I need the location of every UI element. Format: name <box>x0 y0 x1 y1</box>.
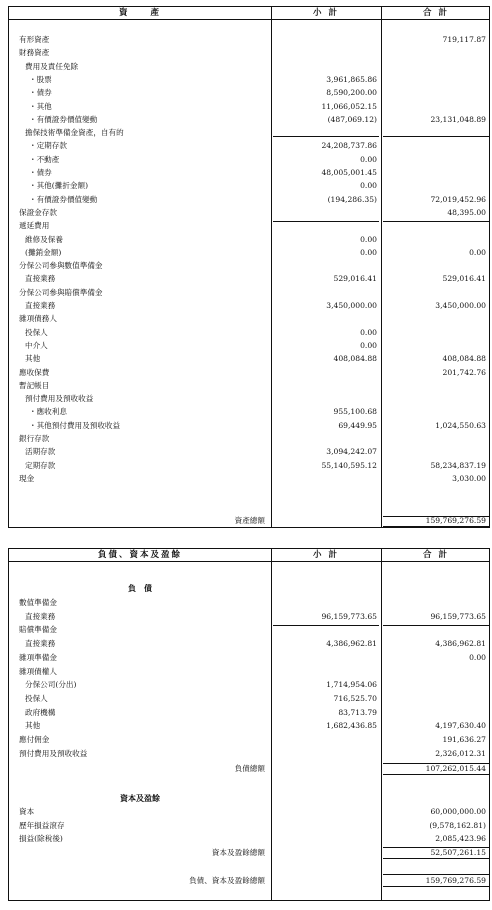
row-total: 191,636.27 <box>442 735 486 744</box>
table-row <box>9 367 489 379</box>
liabilities-header-label: 負債、資本及盈餘 <box>97 550 182 560</box>
row-total: (9,578,162.81) <box>429 820 486 830</box>
liabilities-section-title: 負 債 <box>128 583 152 593</box>
row-label: 損益(除稅後) <box>19 834 63 843</box>
assets-header-subtotal: 小 計 <box>313 8 339 18</box>
table-row <box>9 734 489 746</box>
row-total <box>383 380 486 392</box>
row-subtotal: 0.00 <box>360 340 377 350</box>
table-row <box>9 127 489 139</box>
row-label: ・不動產 <box>29 154 60 164</box>
row-total: 529,016.41 <box>442 274 486 284</box>
row-label: 分保公司參與賠償準備金 <box>19 287 103 297</box>
row-total <box>383 597 486 609</box>
row-label: 雜項債權人 <box>19 666 57 676</box>
row-subtotal <box>273 260 377 272</box>
table-row <box>9 340 489 352</box>
row-total: 72,019,452.96 <box>430 194 486 204</box>
row-subtotal: 529,016.41 <box>333 274 377 284</box>
row-subtotal: 24,208,737.86 <box>321 141 377 151</box>
row-label: 歷年損益滾存 <box>19 820 65 830</box>
row-label: ・債券 <box>29 88 52 98</box>
liabilities-header-subtotal: 小 計 <box>313 550 339 560</box>
row-subtotal <box>273 207 377 219</box>
row-label: 現金 <box>19 473 35 483</box>
row-subtotal: (487,069.12) <box>327 114 377 124</box>
table-row <box>9 473 489 485</box>
row-subtotal <box>273 820 377 832</box>
row-subtotal: 1,682,436.85 <box>326 721 377 731</box>
row-subtotal: 4,386,962.81 <box>326 639 377 649</box>
row-label: 應付佣金 <box>19 735 50 744</box>
table-row <box>9 652 489 664</box>
row-total <box>383 433 486 445</box>
table-row <box>9 406 489 418</box>
row-label: ・應收利息 <box>29 407 67 417</box>
table-row <box>9 720 489 732</box>
row-total <box>383 287 486 299</box>
grand-total-label: 負債、資本及盈餘總額 <box>189 876 265 885</box>
row-label: (攤銷金額) <box>25 247 62 257</box>
row-label: ・其他 <box>29 101 52 111</box>
table-row <box>9 380 489 392</box>
table-row <box>9 234 489 246</box>
table-row <box>9 420 489 432</box>
row-label: 預付費用及預收收益 <box>25 394 94 404</box>
row-subtotal <box>273 287 377 299</box>
row-total: 4,197,630.40 <box>435 721 486 731</box>
table-row <box>9 140 489 152</box>
row-label: ・定期存款 <box>29 141 67 151</box>
row-subtotal: 11,066,052.15 <box>321 101 377 111</box>
assets-total-value: 159,769,276.59 <box>425 516 486 525</box>
row-label: 分保公司參與數值準備金 <box>19 261 103 271</box>
row-subtotal: 48,005,001.45 <box>321 168 377 177</box>
row-subtotal <box>273 473 377 485</box>
assets-header-label: 資 產 <box>118 8 161 18</box>
table-row <box>9 87 489 99</box>
row-total <box>383 127 486 139</box>
row-total <box>383 693 486 705</box>
row-subtotal <box>273 806 377 818</box>
table-row <box>9 34 489 46</box>
row-label: 直接業務 <box>25 639 56 649</box>
row-total: 0.00 <box>469 652 486 662</box>
liabilities-total-value: 107,262,015.44 <box>425 764 486 773</box>
liabilities-table <box>8 548 490 901</box>
row-subtotal <box>273 61 377 73</box>
row-subtotal: 3,961,865.86 <box>326 74 377 84</box>
table-row <box>9 287 489 299</box>
row-subtotal <box>273 47 377 59</box>
row-subtotal <box>273 652 377 664</box>
row-label: 賠償準備金 <box>19 625 57 635</box>
row-label: 維修及保養 <box>25 234 63 244</box>
table-row <box>9 47 489 59</box>
table-row <box>9 313 489 325</box>
row-label: ・有價證券價值變動 <box>29 194 98 204</box>
row-label: 有形資產 <box>19 35 50 44</box>
table-row <box>9 806 489 818</box>
assets-header <box>9 7 489 20</box>
table-row <box>9 393 489 405</box>
table-row <box>9 114 489 126</box>
equity-total-label: 資本及盈餘總額 <box>211 848 265 857</box>
table-row <box>9 597 489 609</box>
row-label: 財務資產 <box>19 48 50 58</box>
row-total <box>383 101 486 113</box>
row-label: 活期存款 <box>25 447 56 457</box>
table-row <box>9 638 489 650</box>
row-label: 擔保技術準備金資產，自有的 <box>25 128 124 138</box>
table-row <box>9 167 489 179</box>
table-row <box>9 666 489 678</box>
row-label: 保證金存款 <box>19 207 57 217</box>
row-total: 60,000,000.00 <box>430 807 486 816</box>
row-total <box>383 87 486 99</box>
table-row <box>9 101 489 113</box>
table-row <box>9 327 489 339</box>
row-total <box>383 47 486 59</box>
table-row <box>9 180 489 192</box>
row-subtotal <box>273 597 377 609</box>
row-total <box>383 140 486 152</box>
row-total <box>383 61 486 73</box>
row-total <box>383 679 486 691</box>
row-total <box>383 707 486 719</box>
row-total: 96,159,773.65 <box>430 611 486 621</box>
row-label: ・其他預付費用及預收收益 <box>29 420 121 430</box>
row-subtotal: 0.00 <box>360 247 377 257</box>
row-total <box>383 666 486 678</box>
row-subtotal: 1,714,954.06 <box>326 680 377 690</box>
row-total: 408,084.88 <box>442 354 486 364</box>
table-row <box>9 247 489 259</box>
row-label: 中介人 <box>25 340 48 350</box>
row-subtotal <box>273 748 377 760</box>
assets-table <box>8 6 490 528</box>
row-subtotal: 716,525.70 <box>333 693 377 703</box>
row-label: 數值準備金 <box>19 598 57 607</box>
row-label: 資本 <box>19 807 35 816</box>
row-label: 分保公司(分出) <box>25 680 77 690</box>
row-total: 201,742.76 <box>442 367 486 377</box>
liabilities-header <box>9 549 489 562</box>
equity-total-value: 52,507,261.15 <box>430 848 486 857</box>
row-subtotal <box>273 624 377 636</box>
row-subtotal: 3,450,000.00 <box>326 301 377 310</box>
row-total <box>383 624 486 636</box>
row-total: 719,117.87 <box>442 35 486 44</box>
row-label: ・其他(攤折金額) <box>29 181 89 191</box>
row-total <box>383 313 486 325</box>
table-row <box>9 273 489 285</box>
row-subtotal <box>273 833 377 845</box>
table-row <box>9 679 489 691</box>
table-row <box>9 460 489 472</box>
table-row <box>9 624 489 636</box>
row-label: 其他 <box>25 354 41 364</box>
row-subtotal: 69,449.95 <box>338 420 377 430</box>
table-row <box>9 260 489 272</box>
row-subtotal <box>273 734 377 746</box>
row-label: 銀行存款 <box>19 434 50 443</box>
equity-section-title: 資本及盈餘 <box>120 793 160 803</box>
table-row <box>9 74 489 86</box>
row-label: 直接業務 <box>25 611 56 621</box>
liabilities-header-total: 合 計 <box>423 550 449 560</box>
row-label: 直接業務 <box>25 301 56 310</box>
row-label: 直接業務 <box>25 274 56 284</box>
table-row <box>9 300 489 312</box>
row-total <box>383 340 486 352</box>
table-row <box>9 707 489 719</box>
row-subtotal <box>273 380 377 392</box>
row-total: 2,085,423.96 <box>435 834 486 843</box>
row-subtotal <box>273 393 377 405</box>
row-label: 費用及責任免除 <box>25 61 79 71</box>
row-total <box>383 406 486 418</box>
row-subtotal: 96,159,773.65 <box>321 611 377 621</box>
row-subtotal <box>273 313 377 325</box>
row-total: 1,024,550.63 <box>435 420 486 430</box>
row-label: 投保人 <box>25 693 48 703</box>
row-label: 預付費用及預收收益 <box>19 748 88 758</box>
assets-header-total: 合 計 <box>423 8 449 18</box>
row-subtotal: 8,590,200.00 <box>326 88 377 98</box>
row-subtotal: 83,713.79 <box>338 707 377 717</box>
row-total: 3,030.00 <box>452 473 486 483</box>
row-label: 雜項債務人 <box>19 314 57 324</box>
table-row <box>9 207 489 219</box>
row-subtotal <box>273 367 377 379</box>
row-label: ・股票 <box>29 74 52 84</box>
row-subtotal: 0.00 <box>360 234 377 244</box>
table-row <box>9 820 489 832</box>
assets-total-label: 資產總額 <box>234 516 265 525</box>
row-total <box>383 167 486 179</box>
row-total: 0.00 <box>469 247 486 257</box>
row-subtotal: 955,100.68 <box>333 407 377 417</box>
row-total: 48,395.00 <box>447 207 486 217</box>
row-label: ・債券 <box>29 168 52 177</box>
row-label: 應收保費 <box>19 367 50 377</box>
row-total: 58,234,837.19 <box>430 460 486 470</box>
row-total: 3,450,000.00 <box>435 301 486 310</box>
row-total <box>383 327 486 339</box>
row-total <box>383 260 486 272</box>
row-total: 4,386,962.81 <box>435 639 486 649</box>
table-row <box>9 194 489 206</box>
row-subtotal <box>273 34 377 46</box>
row-label: 暫記帳目 <box>19 380 50 390</box>
row-label: 政府機構 <box>25 707 56 717</box>
row-subtotal: 55,140,595.12 <box>321 460 377 470</box>
table-row <box>9 748 489 760</box>
row-subtotal: (194,286.35) <box>327 194 377 204</box>
liabilities-total-label: 負債總額 <box>234 764 265 773</box>
row-subtotal: 0.00 <box>360 327 377 337</box>
row-total <box>383 74 486 86</box>
row-subtotal <box>273 127 377 139</box>
table-row <box>9 154 489 166</box>
row-total: 2,326,012.31 <box>435 748 486 758</box>
table-row <box>9 833 489 845</box>
row-total <box>383 234 486 246</box>
row-subtotal <box>273 666 377 678</box>
row-total <box>383 393 486 405</box>
table-row <box>9 611 489 623</box>
row-label: ・有價證券價值變動 <box>29 114 98 124</box>
table-row <box>9 446 489 458</box>
row-total <box>383 154 486 166</box>
row-subtotal <box>273 433 377 445</box>
row-total <box>383 180 486 192</box>
row-label: 定期存款 <box>25 460 56 470</box>
row-subtotal: 0.00 <box>360 154 377 164</box>
table-row <box>9 61 489 73</box>
row-label: 遞延費用 <box>19 221 50 231</box>
table-row <box>9 353 489 365</box>
row-subtotal: 3,094,242.07 <box>326 447 377 457</box>
row-label: 投保人 <box>25 327 48 337</box>
row-subtotal: 408,084.88 <box>333 354 377 364</box>
table-row <box>9 693 489 705</box>
row-label: 其他 <box>25 721 41 731</box>
table-row <box>9 433 489 445</box>
row-total: 23,131,048.89 <box>430 114 486 124</box>
grand-total-value: 159,769,276.59 <box>425 876 486 885</box>
row-total <box>383 446 486 458</box>
row-subtotal: 0.00 <box>360 181 377 191</box>
row-label: 雜項準備金 <box>19 652 57 662</box>
